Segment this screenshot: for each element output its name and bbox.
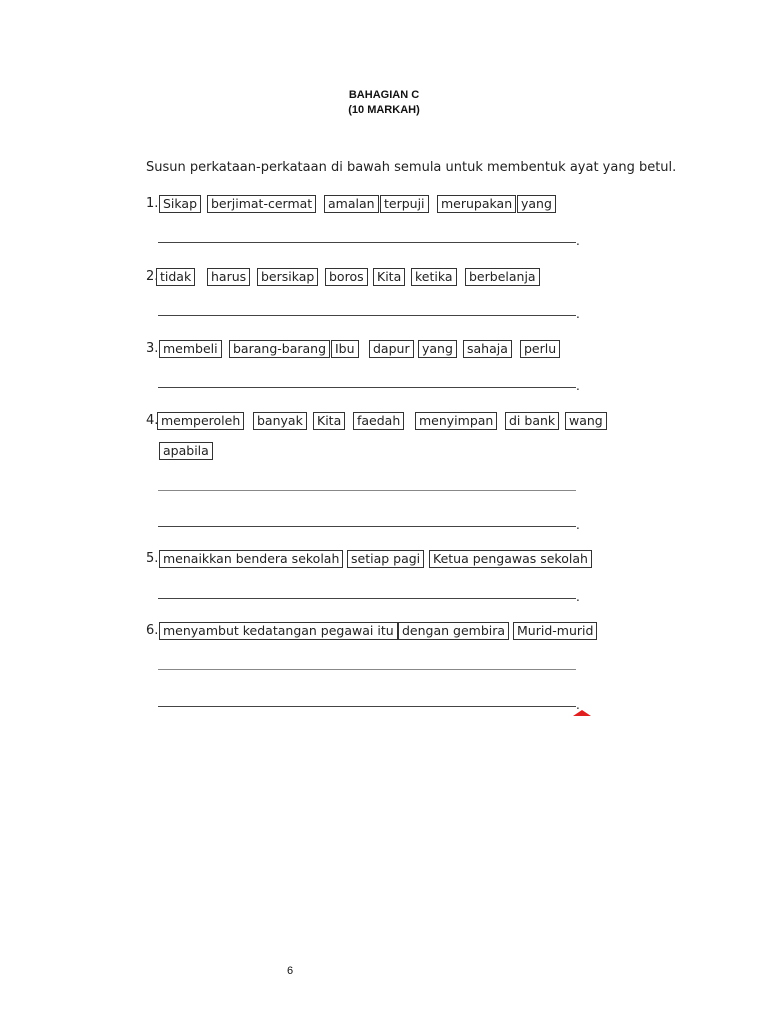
instruction-text: Susun perkataan-perkataan di bawah semula untuk membentuk ayat yang betul. (146, 160, 677, 175)
red-triangle-mark-icon (573, 710, 591, 716)
word-card: dapur (369, 340, 414, 358)
page-number: 6 (287, 965, 294, 977)
question-number: 3. (146, 341, 159, 356)
question-number: 4. (146, 413, 159, 428)
word-card: membeli (159, 340, 222, 358)
word-card: terpuji (380, 195, 429, 213)
word-card: amalan (324, 195, 379, 213)
answer-line (158, 387, 576, 388)
word-card: sahaja (463, 340, 512, 358)
word-card: faedah (353, 412, 404, 430)
word-card: wang (565, 412, 607, 430)
answer-line (158, 598, 576, 599)
word-card: bersikap (257, 268, 318, 286)
word-card: barang-barang (229, 340, 330, 358)
word-card: boros (325, 268, 368, 286)
word-card: Kita (313, 412, 345, 430)
word-card: Kita (373, 268, 405, 286)
line-end-dot: . (576, 518, 580, 532)
word-card: ketika (411, 268, 457, 286)
question-number: 1. (146, 196, 159, 211)
word-card: memperoleh (157, 412, 244, 430)
section-marks: (10 MARKAH) (348, 104, 420, 116)
word-card: berjimat-cermat (207, 195, 316, 213)
word-card: menaikkan bendera sekolah (159, 550, 343, 568)
question-number: 2. (146, 269, 159, 284)
word-card: di bank (505, 412, 559, 430)
answer-line (158, 526, 576, 527)
word-card: merupakan (437, 195, 516, 213)
word-card: apabila (159, 442, 213, 460)
line-end-dot: . (576, 379, 580, 393)
word-card: harus (207, 268, 250, 286)
word-card: yang (517, 195, 556, 213)
line-end-dot: . (576, 698, 580, 712)
line-end-dot: . (576, 590, 580, 604)
word-card: berbelanja (465, 268, 540, 286)
answer-line (158, 242, 576, 243)
word-card: Ibu (331, 340, 359, 358)
word-card: perlu (520, 340, 560, 358)
word-card: Sikap (159, 195, 201, 213)
word-card: setiap pagi (347, 550, 424, 568)
word-card: Murid-murid (513, 622, 597, 640)
answer-line (158, 669, 576, 670)
word-card: tidak (156, 268, 195, 286)
word-card: yang (418, 340, 457, 358)
answer-line (158, 706, 576, 707)
question-number: 6. (146, 623, 159, 638)
question-number: 5. (146, 551, 159, 566)
word-card: Ketua pengawas sekolah (429, 550, 592, 568)
word-card: menyimpan (415, 412, 497, 430)
answer-line (158, 490, 576, 491)
word-card: banyak (253, 412, 307, 430)
line-end-dot: . (576, 307, 580, 321)
answer-line (158, 315, 576, 316)
word-card: dengan gembira (398, 622, 509, 640)
section-title: BAHAGIAN C (348, 89, 420, 101)
word-card: menyambut kedatangan pegawai itu (159, 622, 398, 640)
line-end-dot: . (576, 234, 580, 248)
